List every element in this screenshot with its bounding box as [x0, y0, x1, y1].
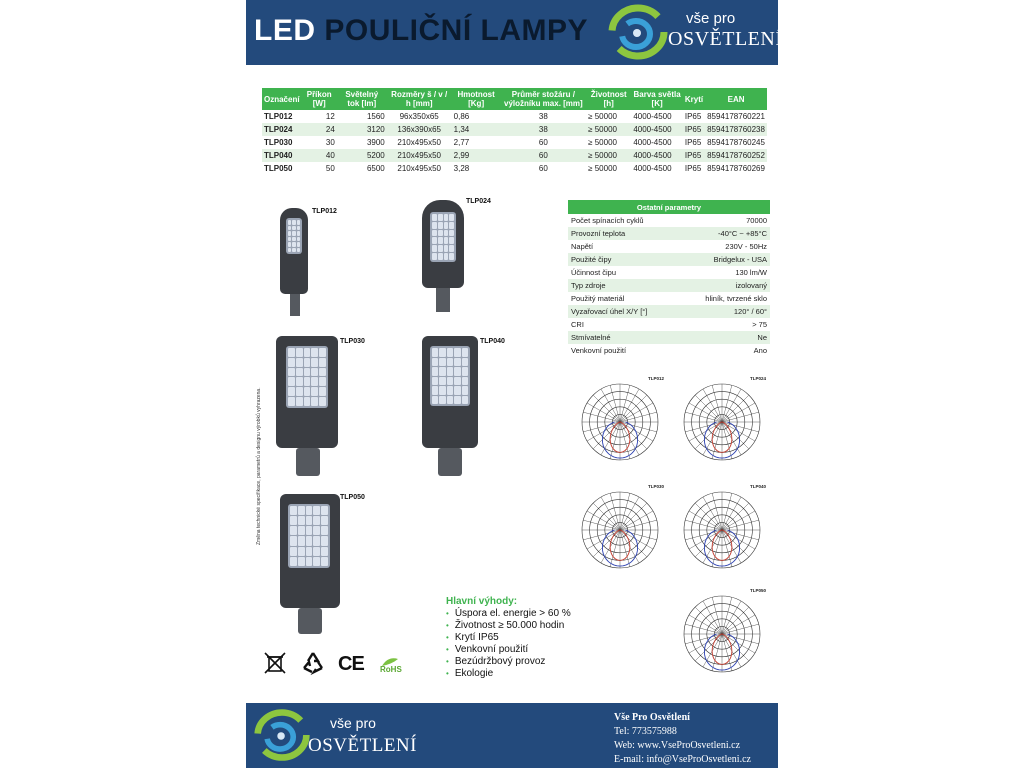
list-item: • Úspora el. energie > 60 % [446, 608, 571, 619]
param-name: Vyzařovací úhel X/Y [°] [568, 305, 679, 318]
table-cell: TLP050 [264, 164, 293, 173]
table-cell: 24 [302, 123, 337, 136]
table-cell: 4000-4500 [631, 123, 683, 136]
table-cell: 60 [538, 138, 548, 147]
table-cell: IP65 [683, 123, 705, 136]
table-cell: ≥ 50000 [586, 149, 631, 162]
side-note-text: Změna technické specifikace, parametrů a designu výrobků vyhrazena. [256, 387, 262, 545]
params-table [568, 200, 770, 357]
col-header: Průměr stožáru / výložníku max. [mm] [501, 88, 587, 110]
table-cell: ≥ 50000 [588, 164, 617, 173]
table-row [262, 162, 767, 175]
table-cell: 210x495x50 [397, 164, 441, 173]
polar-chart-icon [576, 376, 664, 466]
param-name: Účinnost čipu [571, 268, 617, 277]
polar-diagram-tlp012 [576, 376, 664, 466]
lamp-mount [296, 448, 320, 476]
table-cell: 1560 [366, 112, 385, 121]
table-cell: 0,86 [453, 112, 470, 121]
table-cell: 50 [325, 164, 335, 173]
param-row [568, 344, 770, 357]
rohs-text: RoHS [380, 665, 402, 674]
table-row [262, 136, 767, 149]
lamp-tlp040 [422, 336, 522, 486]
col-header: Krytí [683, 88, 705, 110]
param-value: 120° / 60° [679, 305, 770, 318]
param-value: > 75 [752, 320, 767, 329]
side-note [252, 355, 262, 545]
table-cell: 5200 [337, 149, 387, 162]
polar-diagram-tlp024 [678, 376, 766, 466]
col-header: Hmotnost [Kg] [452, 88, 501, 110]
footer-banner [246, 703, 778, 768]
benefits-section [446, 596, 571, 680]
lamp-label: TLP030 [340, 338, 365, 345]
table-cell: 8594178760238 [705, 123, 767, 136]
table-cell: 8594178760269 [707, 164, 765, 173]
led-panel [288, 504, 330, 568]
table-cell: 38 [538, 112, 548, 121]
param-row [568, 331, 770, 344]
list-item: • Krytí IP65 [446, 632, 499, 643]
table-cell: 3900 [366, 138, 385, 147]
polar-label: TLP012 [647, 376, 664, 381]
polar-diagram-tlp030 [576, 484, 664, 574]
table-cell: 4000-4500 [631, 149, 683, 162]
table-cell: ≥ 50000 [588, 112, 617, 121]
table-cell: 3,28 [453, 164, 470, 173]
lamp-tlp024 [422, 196, 522, 318]
param-value: Bridgelux - USA [679, 253, 770, 266]
param-row [568, 253, 770, 266]
polar-chart-icon [678, 588, 766, 678]
param-row [568, 266, 770, 279]
polar-chart-icon [678, 376, 766, 466]
table-cell: TLP030 [264, 138, 293, 147]
logo-line2: OSVĚTLENÍ [668, 28, 783, 50]
param-value: hliník, tvrzené sklo [705, 294, 767, 303]
param-value: Ano [753, 346, 767, 355]
param-name: Počet spínacích cyklů [571, 216, 644, 225]
table-cell: ≥ 50000 [588, 138, 617, 147]
table-cell: 8594178760245 [707, 138, 765, 147]
param-row [568, 279, 770, 292]
param-name: Venkovní použití [571, 346, 627, 355]
lamp-label: TLP040 [480, 338, 505, 345]
polar-diagram-tlp040 [678, 484, 766, 574]
param-row [568, 214, 770, 227]
param-name: Stmívatelné [568, 331, 679, 344]
param-name: Typ zdroje [568, 279, 679, 292]
lamp-mount [298, 608, 322, 634]
logo-line1: vše pro [686, 10, 736, 27]
col-header: EAN [705, 88, 767, 110]
table-cell: 2,99 [452, 149, 501, 162]
led-panel [430, 212, 456, 262]
ce-mark: CE [338, 653, 364, 675]
table-cell: 2,77 [453, 138, 470, 147]
table-cell: 4000-4500 [633, 138, 672, 147]
page-title [254, 14, 588, 48]
table-cell: 30 [325, 138, 335, 147]
list-item: • Venkovní použití [446, 644, 529, 655]
lamp-tlp050 [276, 494, 376, 638]
weee-bin-icon [262, 650, 288, 676]
col-header: Barva světla [K] [631, 88, 683, 110]
led-panel [286, 218, 302, 254]
table-cell: TLP024 [262, 123, 302, 136]
lamp-label: TLP012 [312, 208, 337, 215]
table-cell: 210x495x50 [397, 138, 441, 147]
table-row [262, 123, 767, 136]
benefits-list [446, 608, 571, 680]
led-panel [430, 346, 470, 406]
table-cell: 12 [325, 112, 335, 121]
table-cell: 8594178760252 [705, 149, 767, 162]
table-cell: 136x390x65 [387, 123, 452, 136]
lamp-label: TLP024 [466, 198, 491, 205]
lamp-mount [438, 448, 462, 476]
param-value: 130 lm/W [735, 268, 767, 277]
polar-label: TLP024 [749, 376, 766, 381]
lamp-tlp012 [280, 206, 380, 318]
table-cell: ≥ 50000 [586, 123, 631, 136]
list-item: • Bezúdržbový provoz [446, 656, 546, 667]
table-cell: IP65 [684, 138, 702, 147]
param-row [568, 227, 770, 240]
polar-diagram-tlp050 [678, 588, 766, 678]
footer-logo-line1: vše pro [330, 715, 376, 731]
contact-block [614, 711, 751, 767]
table-cell: 210x495x50 [387, 149, 452, 162]
param-row [568, 318, 770, 331]
spec-header-row [262, 88, 767, 110]
param-row [568, 292, 770, 305]
param-name: Napětí [571, 242, 594, 251]
table-cell: 3120 [337, 123, 387, 136]
list-item: • Ekologie [446, 668, 494, 679]
table-cell: 96x350x65 [399, 112, 439, 121]
bullet-icon: • [446, 621, 449, 630]
table-cell: 4000-4500 [633, 112, 672, 121]
bullet-icon: • [446, 657, 449, 666]
table-cell: 60 [501, 149, 587, 162]
company-name: Vše Pro Osvětlení [614, 712, 690, 723]
param-name: Provozní teplota [568, 227, 679, 240]
col-header: Označení [262, 88, 302, 110]
lamp-label: TLP050 [340, 494, 365, 501]
bullet-icon: • [446, 633, 449, 642]
table-cell: 1,34 [452, 123, 501, 136]
logo-swirl-icon [252, 706, 312, 764]
param-value: 230V - 50Hz [725, 242, 767, 251]
table-cell: 8594178760221 [707, 112, 765, 121]
table-cell: 6500 [366, 164, 385, 173]
col-header: Světelný tok [lm] [337, 88, 387, 110]
led-panel [286, 346, 328, 408]
polar-chart-icon [576, 484, 664, 574]
param-name: Použitý materiál [571, 294, 625, 303]
polar-chart-icon [678, 484, 766, 574]
rohs-badge [378, 656, 408, 676]
param-name: Použité čipy [568, 253, 679, 266]
lamp-mount [290, 294, 300, 316]
table-cell: 40 [302, 149, 337, 162]
col-header: Životnost [h] [586, 88, 631, 110]
brand-logo [606, 2, 783, 62]
table-cell: TLP040 [262, 149, 302, 162]
datasheet-page [246, 0, 783, 768]
title-led: LED [254, 14, 316, 47]
polar-label: TLP030 [647, 484, 664, 489]
bullet-icon: • [446, 609, 449, 618]
lamp-mount [436, 288, 450, 312]
title-rest: POULIČNÍ LAMPY [324, 14, 589, 47]
col-header: Příkon [W] [302, 88, 337, 110]
polar-label: TLP040 [749, 484, 766, 489]
benefits-title: Hlavní výhody: [446, 596, 518, 607]
table-row [262, 110, 767, 123]
param-row [568, 240, 770, 253]
table-cell: 38 [501, 123, 587, 136]
phone-text: Tel: 773575988 [614, 726, 677, 737]
spec-table [262, 88, 767, 175]
param-value: -40°C ~ +85°C [679, 227, 770, 240]
table-cell: 60 [538, 164, 548, 173]
param-name: CRI [571, 320, 584, 329]
bullet-icon: • [446, 669, 449, 678]
col-header: Rozměry š / v / h [mm] [387, 88, 452, 110]
table-cell: IP65 [684, 112, 702, 121]
list-item: • Životnost ≥ 50.000 hodin [446, 620, 565, 631]
recycle-icon [300, 650, 326, 676]
param-value: izolovaný [679, 279, 770, 292]
polar-label: TLP050 [749, 588, 766, 593]
header-banner [246, 0, 783, 65]
logo-swirl-icon [606, 2, 670, 62]
table-cell: IP65 [684, 164, 702, 173]
table-row [262, 149, 767, 162]
bullet-icon: • [446, 645, 449, 654]
table-cell: IP65 [683, 149, 705, 162]
email-link[interactable]: E-mail: info@VseProOsvetleni.cz [614, 754, 751, 765]
footer-logo-line2: OSVĚTLENÍ [308, 735, 417, 756]
param-value: 70000 [746, 216, 767, 225]
table-cell: 4000-4500 [633, 164, 672, 173]
param-value: Ne [679, 331, 770, 344]
lamp-tlp030 [276, 336, 376, 486]
table-cell: TLP012 [264, 112, 293, 121]
param-row [568, 305, 770, 318]
params-title: Ostatní parametry [568, 200, 770, 214]
website-link[interactable]: Web: www.VseProOsvetleni.cz [614, 740, 741, 751]
